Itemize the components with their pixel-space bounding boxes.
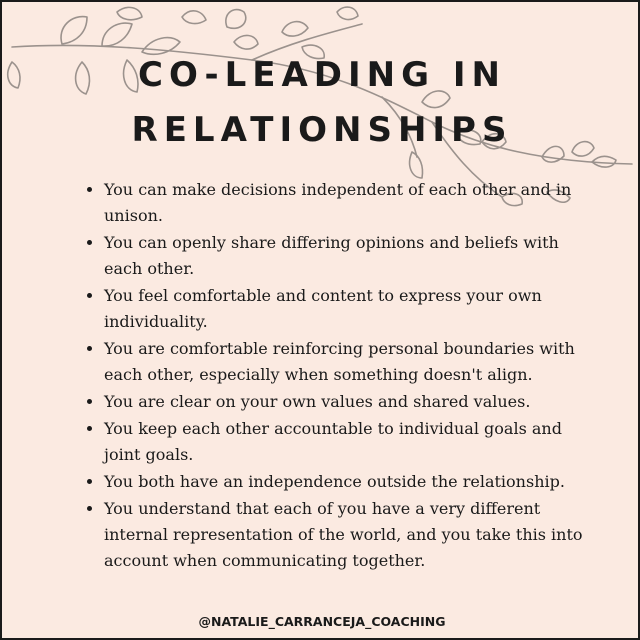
list-item: • You keep each other accountable to individual goals and joint goals. — [104, 416, 594, 468]
list-item: • You are clear on your own values and shared values. — [104, 389, 594, 415]
bullet-list — [82, 177, 594, 575]
quote-card — [2, 2, 638, 638]
title-line-1: CO-LEADING IN — [138, 55, 506, 95]
social-handle: @NATALIE_CARRANCEJA_COACHING — [198, 614, 446, 629]
list-item: • You are comfortable reinforcing personal boundaries with each other, especially when something doesn't align. — [104, 336, 594, 388]
page-title — [2, 48, 638, 158]
title-line-2: RELATIONSHIPS — [131, 110, 513, 150]
list-item: • You understand that each of you have a very different internal representation of the world, and you take this into account when communicating together. — [104, 496, 594, 574]
list-item: • You can openly share differing opinions and beliefs with each other. — [104, 230, 594, 282]
list-item: • You feel comfortable and content to express your own individuality. — [104, 283, 594, 335]
list-item: • You can make decisions independent of each other and in unison. — [104, 177, 594, 229]
list-item: • You both have an independence outside the relationship. — [104, 469, 594, 495]
